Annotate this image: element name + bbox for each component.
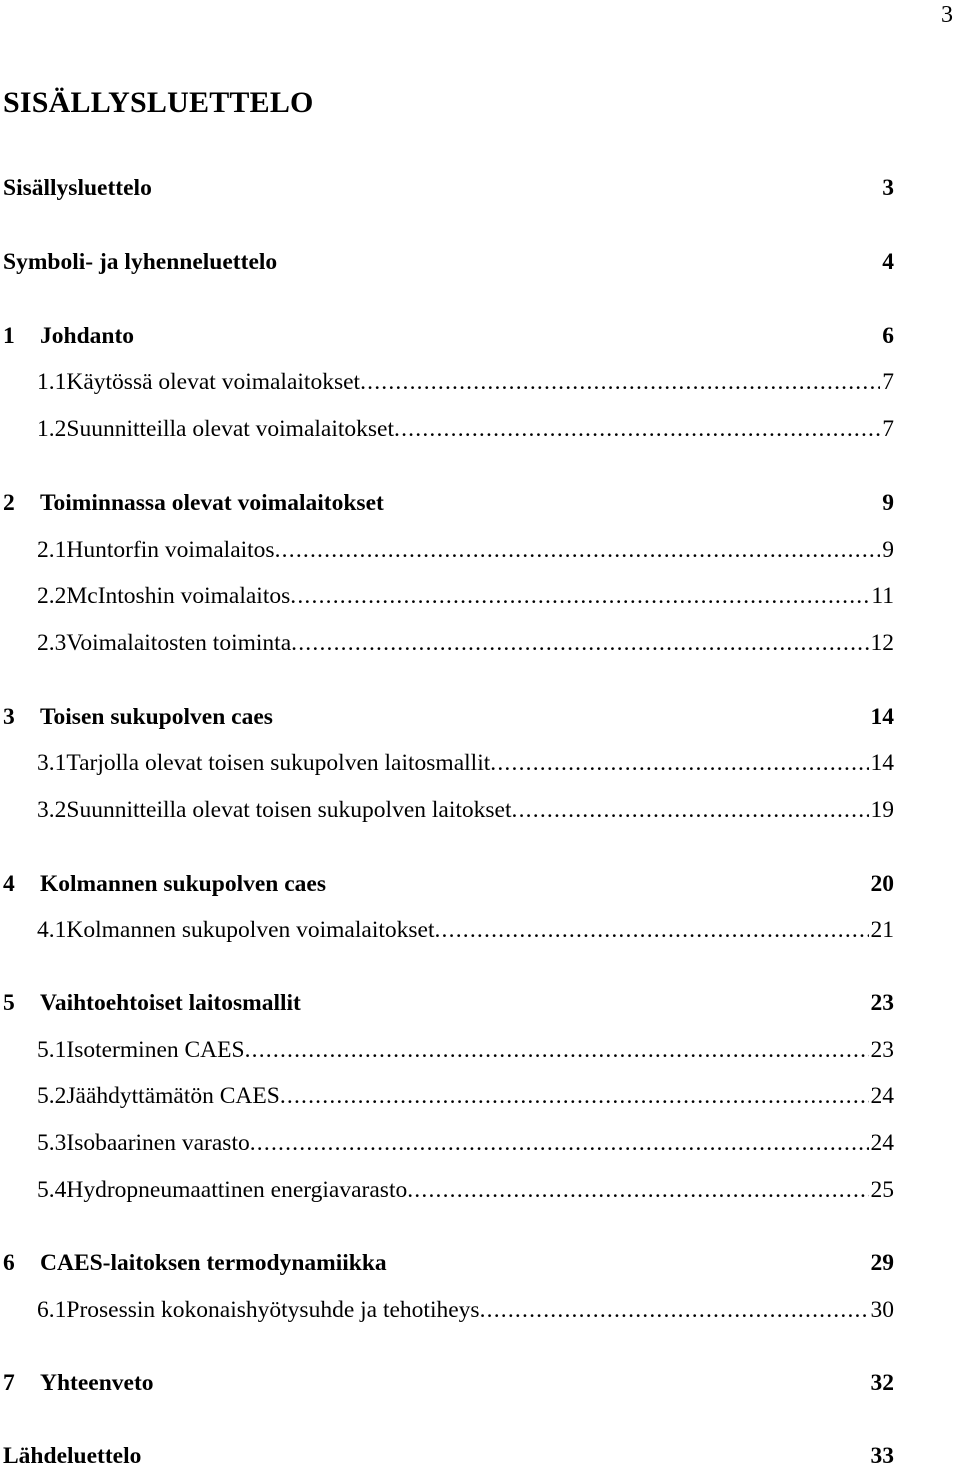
toc-entry-title: Huntorfin voimalaitos — [66, 537, 275, 563]
toc-entry-number: 5.1 — [37, 1037, 67, 1063]
toc-entry-number: 3.1 — [37, 750, 67, 776]
toc-entry-page: 7 — [882, 369, 894, 395]
dot-leader — [275, 535, 881, 565]
dot-leader — [394, 414, 880, 444]
toc-entry-number: 7 — [3, 1370, 15, 1396]
toc-section[interactable] — [3, 581, 894, 611]
toc-section[interactable] — [3, 915, 894, 945]
toc-entry-page: 20 — [870, 871, 894, 897]
toc-section[interactable] — [3, 628, 894, 658]
toc-entry[interactable] — [3, 173, 894, 203]
toc-entry-title: Toisen sukupolven caes — [40, 704, 273, 730]
dot-leader — [250, 1128, 869, 1158]
toc-entry-title: Johdanto — [40, 323, 135, 349]
toc-entry-title: Isobaarinen varasto — [66, 1130, 250, 1156]
toc-entry-number: 5 — [3, 990, 15, 1016]
toc-section[interactable] — [3, 1081, 894, 1111]
toc-section[interactable] — [3, 748, 894, 778]
toc-entry-title: Toiminnassa olevat voimalaitokset — [40, 490, 384, 516]
toc-entry-page: 14 — [870, 704, 894, 730]
toc-chapter[interactable] — [3, 988, 894, 1018]
toc-entry[interactable] — [3, 247, 894, 277]
toc-section[interactable] — [3, 1128, 894, 1158]
toc-chapter[interactable] — [3, 1368, 894, 1398]
toc-chapter[interactable] — [3, 1248, 894, 1278]
toc-entry-number: 5.2 — [37, 1083, 67, 1109]
toc-entry-number: 3 — [3, 704, 15, 730]
toc-chapter[interactable] — [3, 702, 894, 732]
toc-section[interactable] — [3, 1175, 894, 1205]
toc-entry-page: 12 — [870, 630, 894, 656]
toc-entry-title: Tarjolla olevat toisen sukupolven laitosmallit — [66, 750, 491, 776]
toc-entry-title: Voimalaitosten toiminta — [66, 630, 292, 656]
toc-entry-number: 1.2 — [37, 416, 67, 442]
toc-entry[interactable] — [3, 1441, 894, 1471]
toc-entry-number: 1 — [3, 323, 15, 349]
dot-leader — [407, 1175, 868, 1205]
toc-entry-number: 5.3 — [37, 1130, 67, 1156]
toc-entry-title: Kolmannen sukupolven voimalaitokset — [66, 917, 435, 943]
toc-entry-page: 11 — [871, 583, 894, 609]
toc-chapter[interactable] — [3, 321, 894, 351]
toc-entry-number: 5.4 — [37, 1177, 67, 1203]
dot-leader — [245, 1035, 869, 1065]
toc-entry-number: 6 — [3, 1250, 15, 1276]
dot-leader — [490, 748, 868, 778]
toc-entry-page: 32 — [870, 1370, 894, 1396]
toc-entry-page: 6 — [882, 323, 894, 349]
page-number: 3 — [941, 2, 953, 28]
toc-entry-title: Vaihtoehtoiset laitosmallit — [40, 990, 301, 1016]
toc-entry-title: Sisällysluettelo — [3, 175, 152, 201]
toc-entry-title: Lähdeluettelo — [3, 1443, 142, 1469]
toc-entry-title: Käytössä olevat voimalaitokset — [66, 369, 361, 395]
toc-entry-page: 7 — [882, 416, 894, 442]
toc-entry-number: 6.1 — [37, 1297, 67, 1323]
toc-entry-page: 23 — [870, 1037, 894, 1063]
toc-entry-title: Hydropneumaattinen energiavarasto — [66, 1177, 408, 1203]
dot-leader — [512, 795, 869, 825]
dot-leader — [290, 581, 869, 611]
toc-entry-title: Suunnitteilla olevat toisen sukupolven laitokset — [66, 797, 512, 823]
toc-entry-page: 29 — [870, 1250, 894, 1276]
toc-entry-number: 2 — [3, 490, 15, 516]
toc-entry-page: 9 — [882, 537, 894, 563]
toc-section[interactable] — [3, 414, 894, 444]
toc-section[interactable] — [3, 1295, 894, 1325]
toc-entry-number: 3.2 — [37, 797, 67, 823]
dot-leader — [360, 367, 880, 397]
dot-leader — [480, 1295, 869, 1325]
toc-entry-page: 25 — [870, 1177, 894, 1203]
toc-entry-title: Prosessin kokonaishyötysuhde ja tehotiheys — [66, 1297, 480, 1323]
toc-entry-page: 23 — [870, 990, 894, 1016]
toc-entry-page: 4 — [882, 249, 894, 275]
toc-entry-number: 2.2 — [37, 583, 67, 609]
toc-section[interactable] — [3, 795, 894, 825]
page-title: SISÄLLYSLUETTELO — [3, 86, 314, 119]
toc-entry-page: 24 — [870, 1083, 894, 1109]
toc-entry-title: Symboli- ja lyhenneluettelo — [3, 249, 278, 275]
toc-entry-title: Suunnitteilla olevat voimalaitokset — [66, 416, 395, 442]
toc-entry-title: CAES-laitoksen termodynamiikka — [40, 1250, 387, 1276]
toc-entry-number: 4 — [3, 871, 15, 897]
toc-entry-page: 9 — [882, 490, 894, 516]
dot-leader — [434, 915, 868, 945]
toc-entry-page: 24 — [870, 1130, 894, 1156]
toc-chapter[interactable] — [3, 488, 894, 518]
toc-entry-page: 14 — [870, 750, 894, 776]
toc-entry-page: 30 — [870, 1297, 894, 1323]
toc-entry-number: 1.1 — [37, 369, 67, 395]
dot-leader — [280, 1081, 869, 1111]
toc-section[interactable] — [3, 367, 894, 397]
toc-entry-title: Kolmannen sukupolven caes — [40, 871, 326, 897]
toc-entry-page: 19 — [870, 797, 894, 823]
toc-chapter[interactable] — [3, 869, 894, 899]
toc-entry-page: 33 — [870, 1443, 894, 1469]
toc-entry-title: McIntoshin voimalaitos — [66, 583, 291, 609]
toc-section[interactable] — [3, 1035, 894, 1065]
toc-entry-number: 2.1 — [37, 537, 67, 563]
toc-entry-title: Jäähdyttämätön CAES — [66, 1083, 280, 1109]
dot-leader — [291, 628, 868, 658]
toc-entry-page: 3 — [882, 175, 894, 201]
toc-section[interactable] — [3, 535, 894, 565]
toc-entry-number: 4.1 — [37, 917, 67, 943]
toc-entry-number: 2.3 — [37, 630, 67, 656]
toc-entry-page: 21 — [870, 917, 894, 943]
toc-entry-title: Yhteenveto — [40, 1370, 154, 1396]
toc-entry-title: Isoterminen CAES — [66, 1037, 245, 1063]
